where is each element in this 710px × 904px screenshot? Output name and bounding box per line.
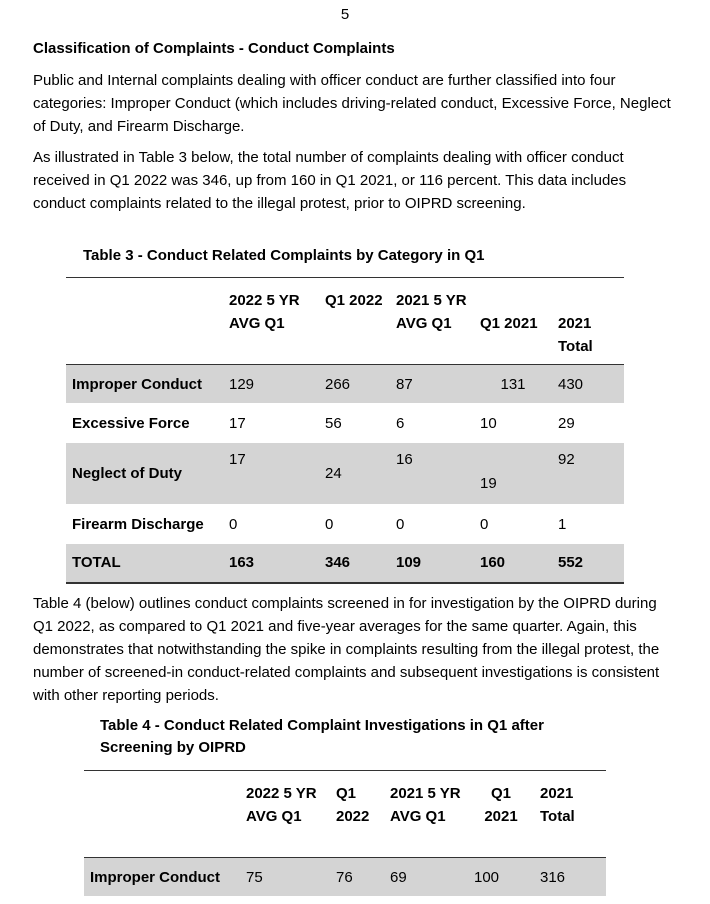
paragraph-categories: Public and Internal complaints dealing with officer conduct are further classified into four categories: Improper Conduct (which includes driving-related conduct, Excessive Force, Neglect of Duty, and Firearm Discharge. <box>33 72 671 135</box>
table-cell: 24 <box>319 443 390 505</box>
table-cell: 163 <box>223 544 319 583</box>
paragraph-table4-intro: Table 4 (below) outlines conduct complaints screened in for investigation by the OIPRD during Q1 2022, as compared to Q1 2021 and five-year averages for the same quarter. Again, this demonstrates that notwithstanding the spike in complaints resulting from the illegal protest, the number of screened-in conduct-related complaints and subsequent investigations is consistent with other reporting periods. <box>33 595 660 704</box>
table-cell: 109 <box>390 544 474 583</box>
table-cell: 129 <box>223 365 319 404</box>
table4-header: Q1 2021 <box>468 771 534 858</box>
table-cell: 17 <box>223 443 319 505</box>
table-cell: 6 <box>390 404 474 443</box>
table-cell: 10 <box>474 404 552 443</box>
table3-header: Q1 2022 <box>319 278 390 365</box>
table-cell: 0 <box>319 505 390 544</box>
row-label: Neglect of Duty <box>66 443 223 505</box>
table-row <box>66 404 624 443</box>
table3-header: 2022 5 YR AVG Q1 <box>223 278 319 365</box>
table4-caption: Table 4 - Conduct Related Complaint Investigations in Q1 after Screening by OIPRD <box>100 717 544 756</box>
table4 <box>84 770 606 897</box>
table-cell: 552 <box>552 544 624 583</box>
table-cell: 160 <box>474 544 552 583</box>
row-label: Improper Conduct <box>84 858 240 897</box>
table-cell: 131 <box>474 365 552 404</box>
table3-header: 2021 Total <box>552 278 624 365</box>
table-cell: 87 <box>390 365 474 404</box>
table3-header: 2021 5 YR AVG Q1 <box>390 278 474 365</box>
table-cell: 346 <box>319 544 390 583</box>
row-label: Excessive Force <box>66 404 223 443</box>
section-heading: Classification of Complaints - Conduct Complaints <box>33 40 395 57</box>
table3 <box>66 277 624 584</box>
table3-header <box>66 278 223 365</box>
table-cell: 0 <box>223 505 319 544</box>
table-cell: 316 <box>534 858 606 897</box>
paragraph-table3-intro: As illustrated in Table 3 below, the total number of complaints dealing with officer conduct received in Q1 2022 was 346, up from 160 in Q1 2021, or 116 percent. This data includes conduct complaints related to the illegal protest, prior to OIPRD screening. <box>33 149 627 212</box>
table-cell: 17 <box>223 404 319 443</box>
row-label: Improper Conduct <box>66 365 223 404</box>
table-cell: 430 <box>552 365 624 404</box>
table4-header <box>84 771 240 858</box>
table-cell: 92 <box>552 443 624 505</box>
table-cell: 69 <box>384 858 468 897</box>
table3-caption: Table 3 - Conduct Related Complaints by Category in Q1 <box>83 247 485 264</box>
table-row <box>66 443 624 505</box>
row-label: TOTAL <box>66 544 223 583</box>
table4-header: Q1 2022 <box>330 771 384 858</box>
page-number: 5 <box>340 6 350 23</box>
row-label: Firearm Discharge <box>66 505 223 544</box>
table-cell: 16 <box>390 443 474 505</box>
table-row <box>66 505 624 544</box>
table-cell: 76 <box>330 858 384 897</box>
table4-header: 2021 5 YR AVG Q1 <box>384 771 468 858</box>
table-cell: 29 <box>552 404 624 443</box>
table-cell: 75 <box>240 858 330 897</box>
table4-header: 2022 5 YR AVG Q1 <box>240 771 330 858</box>
table-cell: 56 <box>319 404 390 443</box>
table3-header: Q1 2021 <box>474 278 552 365</box>
table4-header: 2021 Total <box>534 771 606 858</box>
table-row <box>84 858 606 897</box>
table-cell: 1 <box>552 505 624 544</box>
table-row <box>66 544 624 583</box>
table-cell: 100 <box>468 858 534 897</box>
table-cell: 266 <box>319 365 390 404</box>
table-cell: 19 <box>474 443 552 505</box>
table-cell: 0 <box>390 505 474 544</box>
table-row <box>66 365 624 404</box>
table-cell: 0 <box>474 505 552 544</box>
